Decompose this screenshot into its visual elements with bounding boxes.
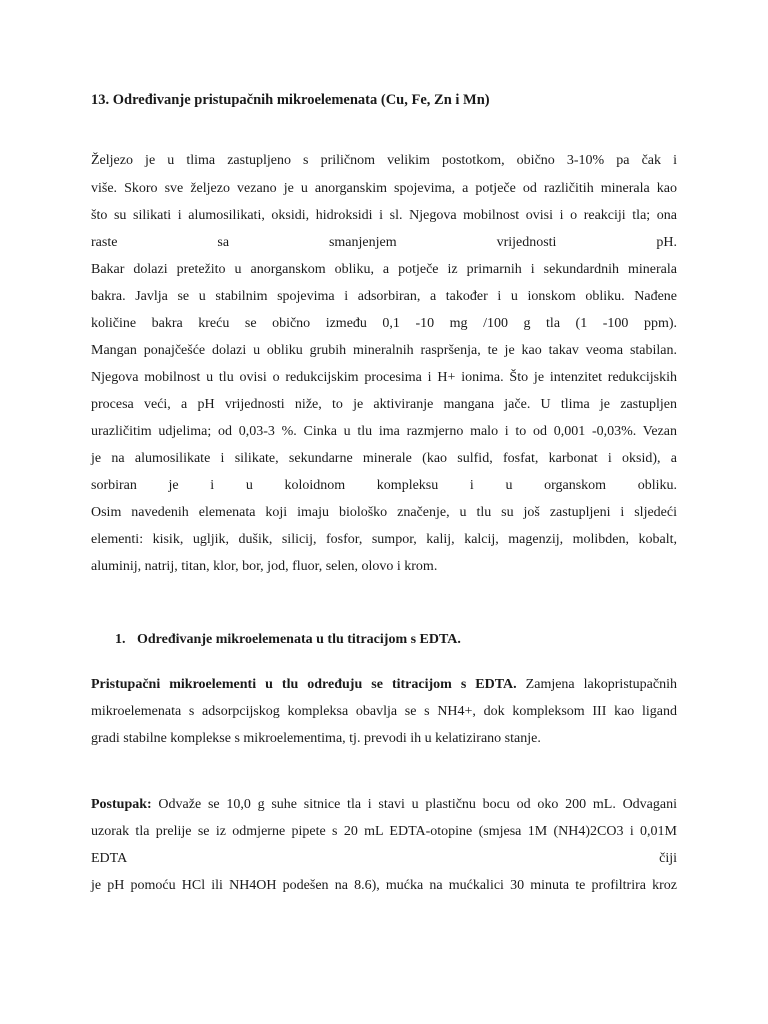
section-heading (115, 632, 461, 648)
paragraph-line: Postupak: Odvaže se 10,0 g suhe sitnice tla i stavi u plastičnu bocu od oko 200 mL. Odvagani (91, 797, 677, 812)
paragraph-line: više. Skoro sve željezo vezano je u anorganskim spojevima, a potječe od različitih minerala kao (91, 181, 677, 196)
paragraph-line: je na alumosilikate i silikate, sekundarne minerale (kao sulfid, fosfat, karbonat i oksid), a (91, 451, 677, 466)
paragraph-line: mikroelemenata s adsorpcijskog kompleksa obavlja se s NH4+, dok kompleksom III kao ligand (91, 704, 677, 719)
paragraph-line: EDTA čiji (91, 851, 677, 866)
paragraph-line: Pristupačni mikroelementi u tlu određuju se titracijom s EDTA. Zamjena lakopristupačnih (91, 677, 677, 692)
paragraph-lead: Pristupačni mikroelementi u tlu određuju se titracijom s EDTA. (91, 677, 517, 692)
section-number: 1. (115, 632, 126, 647)
paragraph-line: procesa veći, a pH vrijednosti niže, to je aktiviranje mangana jače. U tlima je zastupljen (91, 397, 677, 412)
paragraph-line: aluminij, natrij, titan, klor, bor, jod, fluor, selen, olovo i krom. (91, 559, 438, 574)
paragraph-line: Bakar dolazi pretežito u anorganskom obliku, a potječe iz primarnih i sekundardnih minerala (91, 262, 677, 277)
paragraph-line: Mangan ponajčešće dolazi u obliku grubih mineralnih raspršenja, te je kao takav veoma stabilan. (91, 343, 677, 358)
paragraph-line: Njegova mobilnost u tlu ovisi o redukcijskim procesima i H+ ionima. Što je intenzitet redukcijskih (91, 370, 677, 385)
paragraph-line: količine bakra kreću se obično između 0,1 -10 mg /100 g tla (1 -100 ppm). (91, 316, 677, 331)
paragraph-line: što su silikati i alumosilikati, oksidi, hidroksidi i sl. Njegova mobilnost ovisi i o reakciji tla; ona (91, 208, 677, 223)
paragraph-line: elementi: kisik, ugljik, dušik, silicij, fosfor, sumpor, kalij, kalcij, magenzij, molibden, kobalt, (91, 532, 677, 547)
paragraph-line: uzorak tla prelije se iz odmjerne pipete s 20 mL EDTA-otopine (smjesa 1M (NH4)2CO3 i 0,01M (91, 824, 677, 839)
paragraph-line: sorbiran je i u koloidnom kompleksu i u organskom obliku. (91, 478, 677, 493)
paragraph-line: gradi stabilne komplekse s mikroelementima, tj. prevodi ih u kelatizirano stanje. (91, 731, 541, 746)
paragraph-line: Željezo je u tlima zastupljeno s priličnom velikim postotkom, obično 3-10% pa čak i (91, 153, 677, 168)
section-heading-text: Određivanje mikroelemenata u tlu titracijom s EDTA. (137, 632, 461, 647)
paragraph-lead: Postupak: (91, 797, 152, 812)
paragraph-line: urazličitim udjelima; od 0,03-3 %. Cinka u tlu ima razmjerno malo i to od 0,001 -0,03%. Vezan (91, 424, 677, 439)
paragraph-line: raste sa smanjenjem vrijednosti pH. (91, 235, 677, 250)
paragraph-line: bakra. Javlja se u stabilnim spojevima i adsorbiran, a također i u ionskom obliku. Nađene (91, 289, 677, 304)
document-title: 13. Određivanje pristupačnih mikroelemenata (Cu, Fe, Zn i Mn) (91, 92, 490, 108)
paragraph-line: Osim navedenih elemenata koji imaju biološko značenje, u tlu su još zastupljeni i sljedeći (91, 505, 677, 520)
paragraph-line: je pH pomoću HCl ili NH4OH podešen na 8.6), mućka na mućkalici 30 minuta te profiltrira kroz (91, 878, 677, 893)
